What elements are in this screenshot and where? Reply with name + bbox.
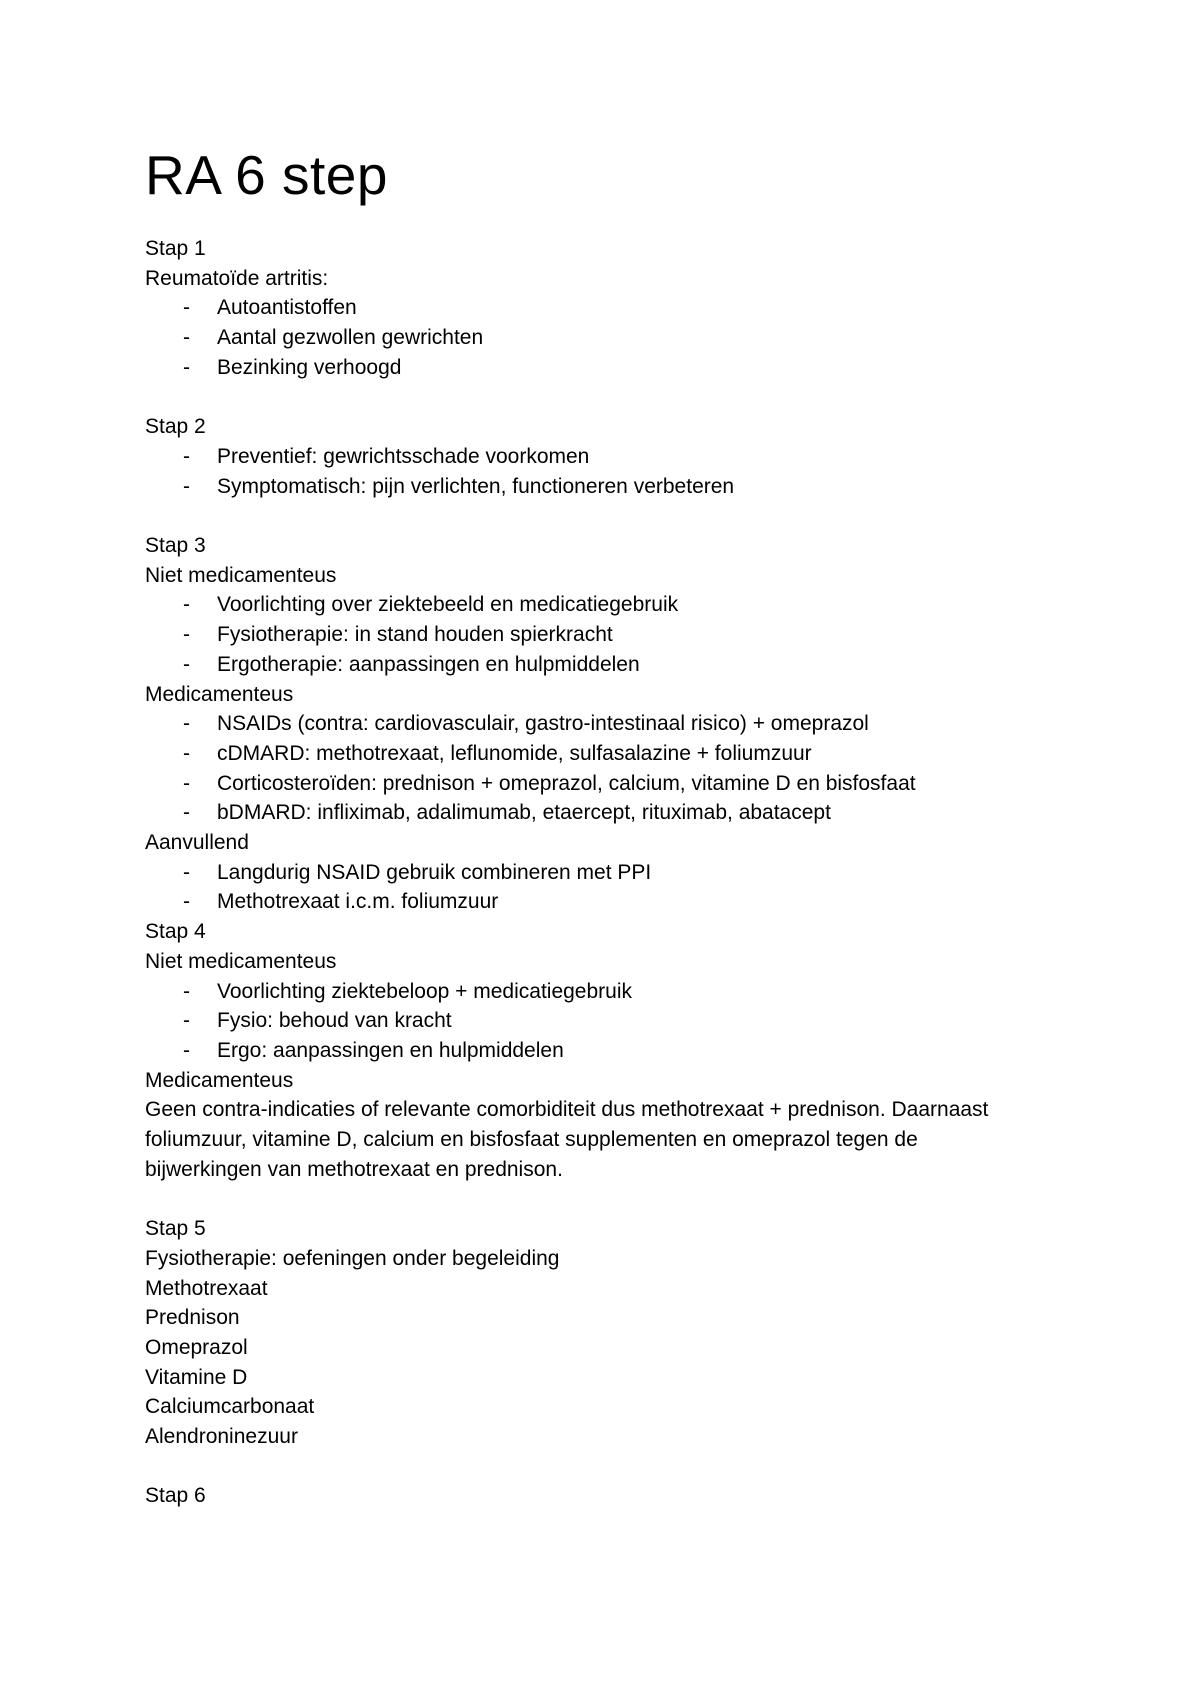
list-item-text: cDMARD: methotrexaat, leflunomide, sulfasalazine + foliumzuur: [217, 741, 812, 765]
list-item: [145, 442, 1065, 472]
dash-bullet: -: [183, 1038, 190, 1062]
step-4-heading: Stap 4: [145, 920, 206, 944]
list-item: Prednison: [145, 1306, 240, 1330]
list-item-text: Bezinking verhoogd: [217, 355, 402, 379]
dash-bullet: -: [183, 355, 190, 379]
list-item: [145, 739, 1065, 769]
dash-bullet: -: [183, 474, 190, 498]
list-item-text: Langdurig NSAID gebruik combineren met PPI: [217, 860, 652, 884]
step-2-section: [145, 412, 1065, 501]
list-item-text: Methotrexaat i.c.m. foliumzuur: [217, 890, 499, 914]
step-1-heading: Stap 1: [145, 237, 206, 260]
list-item: [145, 798, 1065, 828]
list-item-text: Fysio: behoud van kracht: [217, 1009, 452, 1033]
dash-bullet: -: [183, 593, 190, 617]
list-item-text: Corticosteroïden: prednison + omeprazol, calcium, vitamine D en bisfosfaat: [217, 771, 916, 795]
list-item-text: Aantal gezwollen gewrichten: [217, 326, 484, 350]
document-title: RA 6 step: [145, 144, 388, 206]
blank-line: [145, 1184, 1065, 1214]
list-item: [145, 323, 1065, 353]
list-item: Methotrexaat: [145, 1276, 268, 1300]
dash-bullet: -: [183, 979, 190, 1003]
step-3-extra-heading: Aanvullend: [145, 831, 249, 855]
dash-bullet: -: [183, 860, 190, 884]
step-5-section: [145, 1214, 1065, 1452]
step-2-heading: Stap 2: [145, 415, 206, 439]
list-item: [145, 977, 1065, 1007]
list-item: [145, 1006, 1065, 1036]
step-6-section: [145, 1481, 1065, 1511]
step-3-non-med-heading: Niet medicamenteus: [145, 563, 337, 587]
list-item-text: Fysiotherapie: in stand houden spierkracht: [217, 623, 613, 647]
blank-line: [145, 501, 1065, 531]
list-item-text: Ergotherapie: aanpassingen en hulpmiddelen: [217, 652, 640, 676]
paragraph-line: Geen contra-indicaties of relevante comorbiditeit dus methotrexaat + prednison. Daarnaast: [145, 1098, 989, 1122]
list-item-text: Voorlichting over ziektebeeld en medicatiegebruik: [217, 593, 679, 617]
list-item: [145, 858, 1065, 888]
dash-bullet: -: [183, 771, 190, 795]
step-5-heading: Stap 5: [145, 1217, 206, 1241]
list-item: [145, 650, 1065, 680]
document-page: [145, 140, 1065, 1511]
dash-bullet: -: [183, 801, 190, 825]
list-item: [145, 472, 1065, 502]
dash-bullet: -: [183, 652, 190, 676]
step-4-non-med-heading: Niet medicamenteus: [145, 949, 337, 973]
list-item: Fysiotherapie: oefeningen onder begeleiding: [145, 1246, 560, 1270]
list-item-text: Preventief: gewrichtsschade voorkomen: [217, 444, 590, 468]
list-item: [145, 590, 1065, 620]
list-item-text: Autoantistoffen: [217, 296, 357, 320]
step-6-heading: Stap 6: [145, 1484, 206, 1508]
list-item: [145, 620, 1065, 650]
dash-bullet: -: [183, 712, 190, 736]
step-4-med-heading: Medicamenteus: [145, 1068, 294, 1092]
blank-line: [145, 1452, 1065, 1482]
list-item-text: Symptomatisch: pijn verlichten, functioneren verbeteren: [217, 474, 735, 498]
list-item-text: bDMARD: infliximab, adalimumab, etaercept, rituximab, abatacept: [217, 801, 831, 825]
list-item: [145, 709, 1065, 739]
step-3-med-heading: Medicamenteus: [145, 682, 294, 706]
list-item: [145, 769, 1065, 799]
step-4-section: [145, 917, 1065, 1184]
paragraph-line: bijwerkingen van methotrexaat en prednison.: [145, 1157, 563, 1181]
dash-bullet: -: [183, 296, 190, 320]
step-3-section: [145, 531, 1065, 917]
dash-bullet: -: [183, 1009, 190, 1033]
list-item-text: Ergo: aanpassingen en hulpmiddelen: [217, 1038, 564, 1062]
list-item: Alendroninezuur: [145, 1425, 298, 1449]
list-item-text: NSAIDs (contra: cardiovasculair, gastro-intestinaal risico) + omeprazol: [217, 712, 869, 736]
list-item: [145, 293, 1065, 323]
dash-bullet: -: [183, 326, 190, 350]
step-1-subheading: Reumatoïde artritis:: [145, 266, 329, 290]
step-1-section: [145, 234, 1065, 383]
dash-bullet: -: [183, 623, 190, 647]
dash-bullet: -: [183, 890, 190, 914]
paragraph-line: foliumzuur, vitamine D, calcium en bisfosfaat supplementen en omeprazol tegen de: [145, 1128, 918, 1152]
list-item: [145, 887, 1065, 917]
dash-bullet: -: [183, 444, 190, 468]
list-item: Omeprazol: [145, 1335, 248, 1359]
list-item: Calciumcarbonaat: [145, 1395, 315, 1419]
dash-bullet: -: [183, 741, 190, 765]
blank-line: [145, 383, 1065, 413]
list-item-text: Voorlichting ziektebeloop + medicatiegebruik: [217, 979, 633, 1003]
step-3-heading: Stap 3: [145, 534, 206, 557]
list-item: [145, 1036, 1065, 1066]
list-item: [145, 353, 1065, 383]
list-item: Vitamine D: [145, 1365, 248, 1389]
